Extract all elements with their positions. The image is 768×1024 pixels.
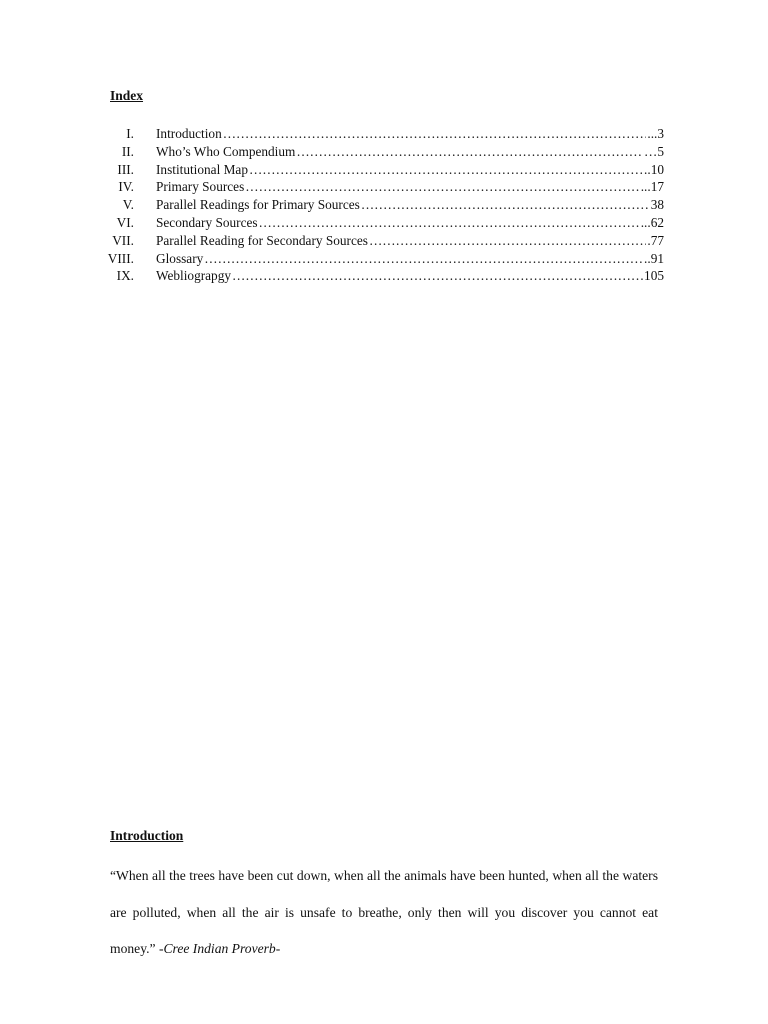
toc-entry [96, 178, 664, 196]
toc-entry [96, 143, 664, 161]
toc-title: Secondary Sources [156, 214, 258, 230]
toc-page-number: ...62 [640, 214, 664, 230]
toc-title: Glossary [156, 250, 204, 266]
toc-page-number: 38 [650, 197, 664, 213]
intro-quote [110, 858, 658, 968]
toc-dot-leader [259, 214, 640, 232]
toc-dot-leader [204, 250, 643, 268]
toc-page-number: ..10 [644, 161, 664, 177]
toc-dot-leader [245, 178, 639, 196]
toc-number: VII. [112, 232, 134, 248]
toc-entry [96, 161, 664, 179]
toc-entry [96, 196, 664, 214]
table-of-contents [96, 125, 664, 285]
index-heading: Index [110, 88, 144, 103]
toc-number: IX. [116, 268, 134, 284]
toc-title: Parallel Readings for Primary Sources [156, 197, 360, 213]
toc-dot-leader [361, 196, 650, 214]
toc-page-number: 105 [644, 268, 664, 284]
toc-dot-leader [296, 143, 643, 161]
toc-entry [96, 232, 664, 250]
toc-number: I. [126, 126, 134, 141]
toc-page-number: ...3 [647, 126, 664, 141]
toc-title: Primary Sources [156, 179, 245, 195]
toc-number: V. [122, 197, 134, 213]
toc-title: Who’s Who Compendium [156, 143, 296, 159]
quote-text: “When all the trees have been cut down, when all the animals have been hunted, when all the waters are polluted, when all the air is unsafe to breathe, only then will you discover you cannot eat money.” [110, 868, 658, 956]
toc-title: Institutional Map [156, 161, 248, 177]
toc-entry [96, 214, 664, 232]
toc-title: Introduction [156, 126, 222, 141]
toc-page-number: .77 [647, 232, 664, 248]
toc-dot-leader [223, 125, 647, 143]
toc-title: Webliograpgy [156, 268, 231, 284]
toc-page-number: ...17 [640, 179, 664, 195]
toc-page-number: ..91 [644, 250, 664, 266]
toc-dot-leader [369, 232, 646, 250]
toc-number: IV. [118, 179, 134, 195]
toc-entry [96, 125, 664, 143]
toc-entry [96, 250, 664, 268]
toc-page-number: …5 [644, 143, 664, 159]
toc-number: III. [117, 161, 134, 177]
toc-number: II. [121, 143, 134, 159]
toc-title: Parallel Reading for Secondary Sources [156, 232, 368, 248]
quote-attribution: -Cree Indian Proverb- [158, 941, 281, 956]
toc-dot-leader [232, 267, 643, 285]
toc-dot-leader [249, 161, 643, 179]
toc-number: VIII. [107, 250, 134, 266]
toc-number: VI. [116, 214, 134, 230]
introduction-heading: Introduction [110, 828, 184, 843]
toc-entry [96, 267, 664, 285]
